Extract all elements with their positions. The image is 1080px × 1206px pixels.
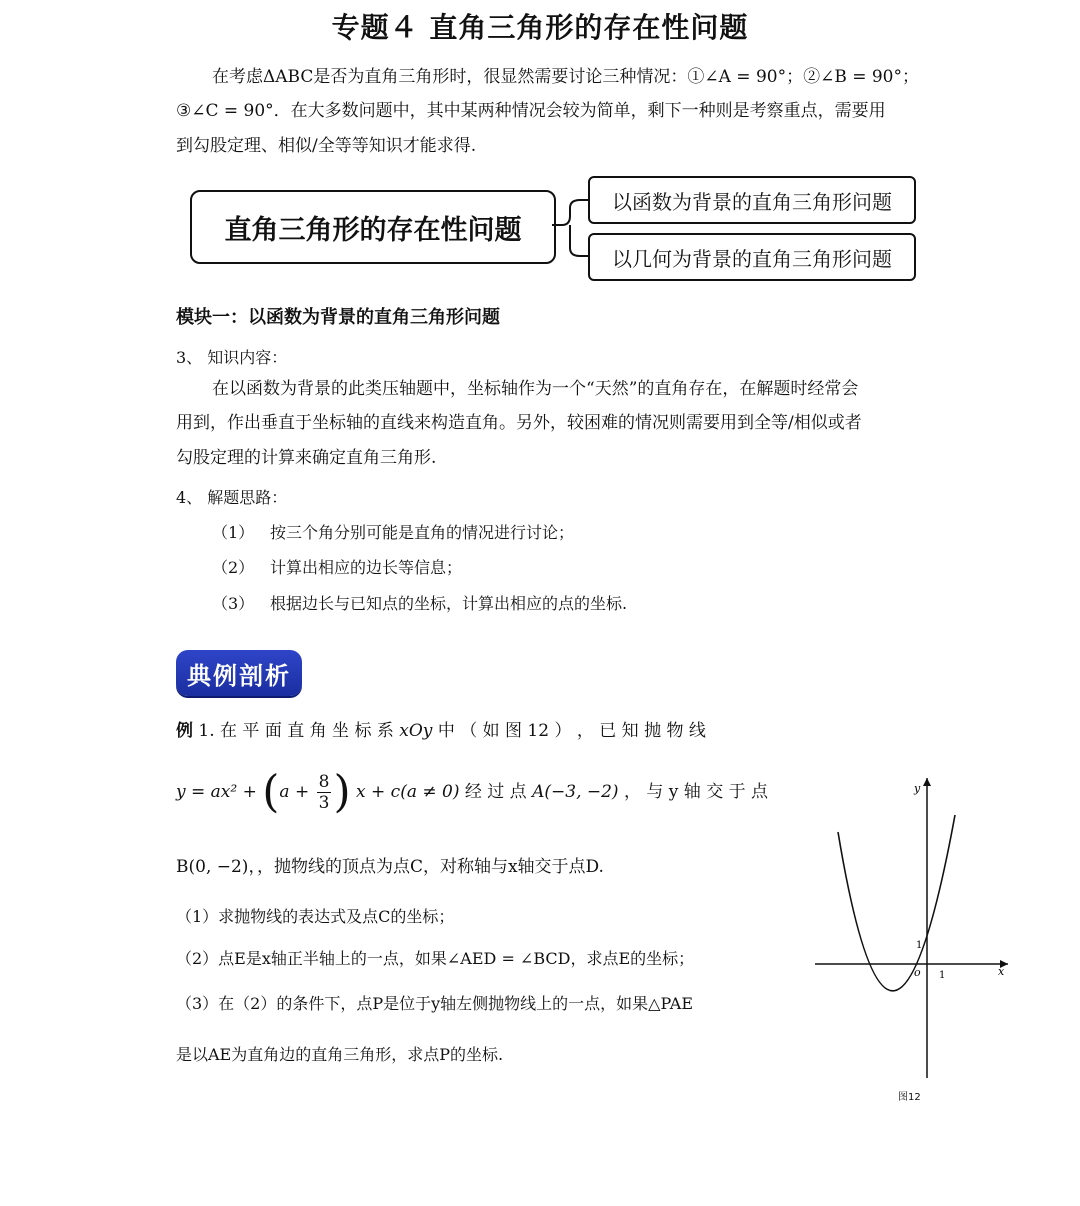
- step-1: [212, 520, 712, 540]
- page-title: 专题４ 直角三角形的存在性问题: [331, 11, 749, 44]
- x-tick-label: 1: [939, 970, 946, 981]
- y-axis-label: y: [914, 782, 921, 795]
- knowledge-line-2: 用到，作出垂直于坐标轴的直线来构造直角。另外，较困难的情况则需要用到全等/相似或者: [176, 413, 862, 433]
- intro-line-3: 到勾股定理、相似/全等等知识才能求得.: [176, 136, 477, 156]
- mindmap-main-node: 直角三角形的存在性问题: [190, 190, 556, 264]
- step-text: 计算出相应的边长等信息；: [270, 558, 463, 577]
- point-a: A(−3, −2): [532, 782, 619, 802]
- example-label: 例: [176, 721, 193, 741]
- knowledge-label: 3、 知识内容：: [176, 348, 288, 367]
- coordinate-system: xOy: [399, 721, 433, 741]
- intro-line-1: 在考虑ΔABC是否为直角三角形时，很显然需要讨论三种情况：①∠A = 90°；②∠B = 90°；: [212, 67, 919, 87]
- mindmap-branch-geometry: 以几何为背景的直角三角形问题: [588, 233, 916, 281]
- knowledge-line-1: 在以函数为背景的此类压轴题中，坐标轴作为一个“天然”的直角存在，在解题时经常会: [212, 379, 859, 399]
- step-number: （2）: [212, 558, 255, 577]
- step-2: [212, 555, 712, 575]
- mindmap-connector: [552, 190, 592, 270]
- example-line-1: [176, 716, 706, 741]
- intersect-text: ， 与 y 轴 交 于 点: [623, 782, 769, 802]
- parabola-figure: [810, 770, 1020, 1085]
- equation-inner: a +: [279, 782, 310, 802]
- step-3: [212, 591, 712, 611]
- example-line-3: B(0, −2)，，抛物线的顶点为点C，对称轴与x轴交于点D.: [176, 857, 604, 877]
- x-axis-label: x: [998, 965, 1005, 978]
- equation-right: x + c(a ≠ 0): [356, 782, 460, 802]
- example-intro: 1. 在 平 面 直 角 坐 标 系: [198, 721, 394, 741]
- example-equation-line: y = ax² + (a + $\frac{8}{3}$ ) x + c(a ≠ 0) 经 过 点 A(−3, −2) ， 与 y 轴 交 于 点: [176, 766, 769, 818]
- knowledge-line-3: 勾股定理的计算来确定直角三角形.: [176, 448, 437, 468]
- question-3-cont: 是以AE为直角边的直角三角形，求点P的坐标.: [176, 1045, 504, 1064]
- question-2: （2）点E是x轴正半轴上的一点，如果∠AED = ∠BCD，求点E的坐标；: [176, 949, 695, 968]
- example-analysis-badge: 典例剖析: [176, 650, 302, 696]
- figure-caption: 图12: [898, 1092, 921, 1103]
- fraction-eight-thirds: $\frac{8}{3}$: [318, 772, 330, 813]
- step-text: 根据边长与已知点的坐标，计算出相应的点的坐标.: [270, 594, 628, 613]
- mindmap-branch-function: 以函数为背景的直角三角形问题: [588, 176, 916, 224]
- question-1: （1）求抛物线的表达式及点C的坐标；: [176, 907, 455, 926]
- question-3: （3）在（2）的条件下，点P是位于y轴左侧抛物线上的一点，如果△PAE: [176, 994, 694, 1013]
- origin-label: o: [914, 966, 921, 979]
- step-number: （3）: [212, 594, 255, 613]
- intro-line-2: ③∠C = 90°．在大多数问题中，其中某两种情况会较为简单，剩下一种则是考察重点，需要用: [176, 101, 886, 121]
- step-number: （1）: [212, 523, 255, 542]
- equation-left: y = ax² +: [176, 782, 257, 802]
- module-heading: 模块一：以函数为背景的直角三角形问题: [176, 307, 500, 328]
- y-axis-arrow-icon: [923, 778, 931, 786]
- example-intro-tail: 中 （ 如 图 12 ） ， 已 知 抛 物 线: [437, 721, 706, 741]
- passes-through-text: 经 过 点: [464, 782, 527, 802]
- y-tick-label: 1: [916, 940, 923, 951]
- step-text: 按三个角分别可能是直角的情况进行讨论；: [270, 523, 575, 542]
- approach-label: 4、 解题思路：: [176, 488, 288, 507]
